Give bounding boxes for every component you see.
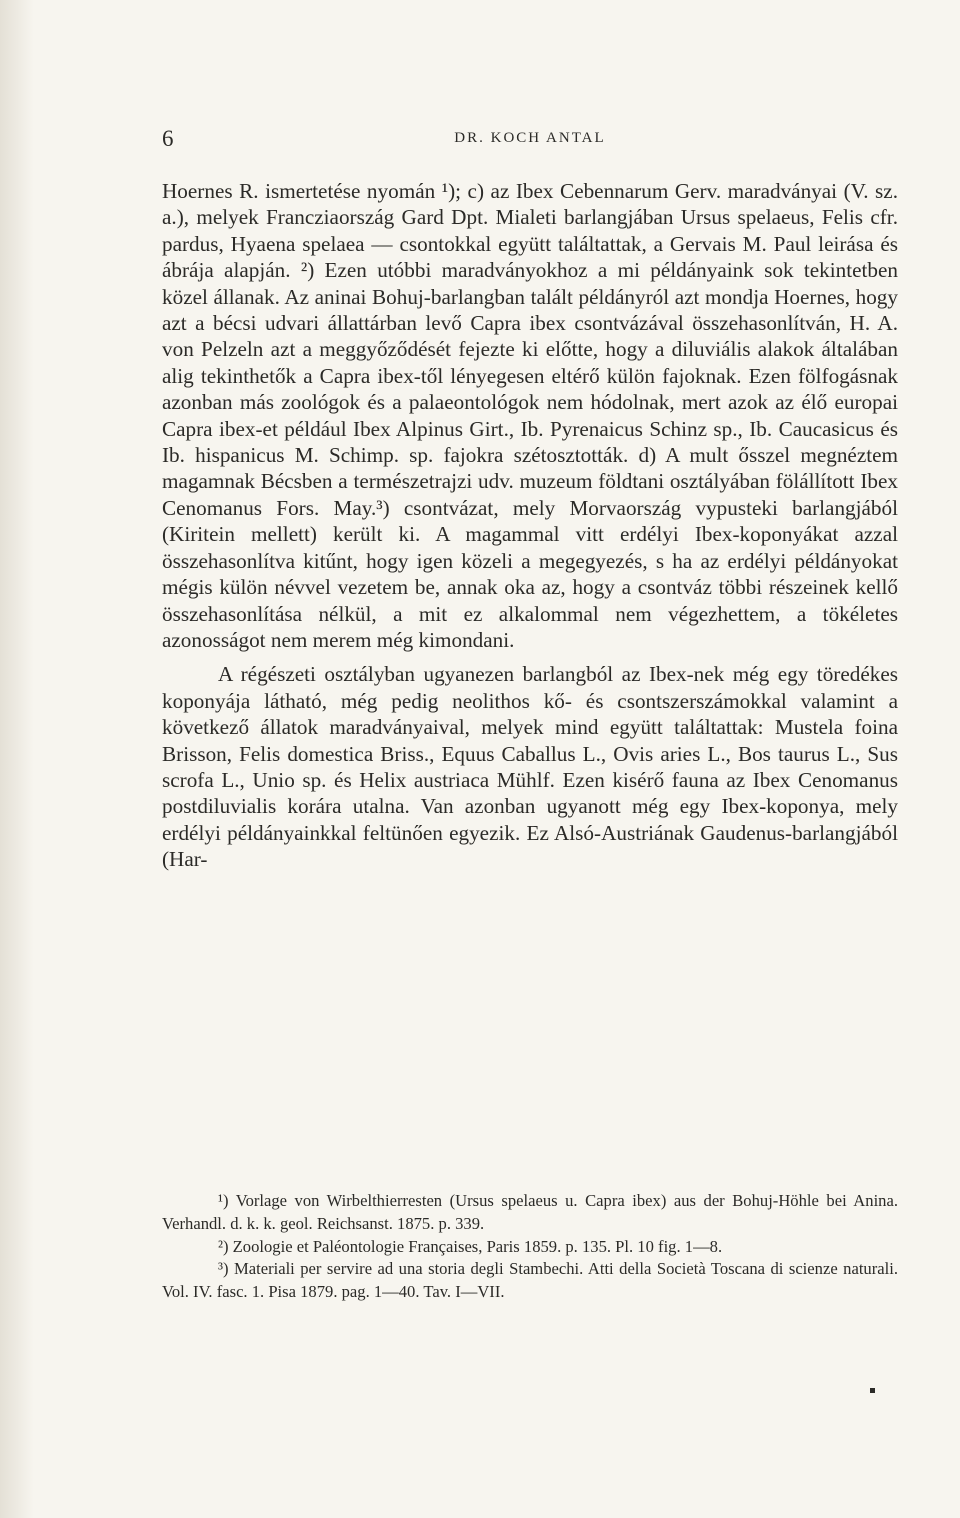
paragraph: Hoernes R. ismertetése nyomán ¹); c) az Ibex Cebennarum Gerv. maradványai (V. sz. a.), melyek Francziaország Gard Dpt. Mialeti barlangjában Ursus spelaeus, Felis cfr. pardus, Hyaena spelaea — csontokkal együtt találtattak, a Gervais M. Paul leirása és ábrája alapján. ²) Ezen utóbbi maradványokhoz a mi példányaink sok tekintetben közel állanak. Az aninai Bohuj-barlangban talált példányról azt mondja Hoernes, hogy azt a bécsi udvari állattárban levő Capra ibex csontvázával összehasonlítván, H. A. von Pelzeln azt a meggyőződését fejezte ki előtte, hogy a diluviális alakok általában alig tekinthetők a Capra ibex-től lényegesen eltérő külön fajoknak. Ezen fölfogásnak azonban más zoológok és a palaeontológok nem hódolnak, mert azok az élő europai Capra ibex-et például Ibex Alpinus Girt., Ib. Pyrenaicus Schinz sp., Ib. Caucasicus és Ib. hispanicus M. Schimp. sp. fajokra szétosztották. d) A mult ősszel megnéztem magamnak Bécsben a természetrajzi udv. muzeum földtani osztályában fölállított Ibex Cenomanus Fors. May.³) csontvázat, mely Morvaország vypusteki barlangjából (Kiritein mellett) került ki. A magammal vitt erdélyi Ibex-koponyákat azzal összehasonlítva kitűnt, hogy igen közeli a megegyezés, s ha az erdélyi példányokat mégis külön névvel vezetem be, annak oka az, hogy a csontváz többi részeinek kellő összehasonlítása nélkül, a mit ez alkalommal nem végezhettem, a tökéletes azonosságot nem merem még kimondani. xyxy=(162,179,898,652)
ink-mark xyxy=(870,1388,875,1393)
page-header xyxy=(162,120,898,150)
footnote: ³) Materiali per servire ad una storia degli Stambechi. Atti della Società Toscana di scienze naturali. Vol. IV. fasc. 1. Pisa 1879. pag. 1—40. Tav. I—VII. xyxy=(162,1259,898,1302)
running-head: DR. KOCH ANTAL xyxy=(454,130,606,146)
page-content xyxy=(162,120,898,873)
page-binding-edge xyxy=(0,0,34,1518)
footnote: ¹) Vorlage von Wirbelthierresten (Ursus spelaeus u. Capra ibex) aus der Bohuj-Höhle bei Anina. Verhandl. d. k. k. geol. Reichsanst. 1875. p. 339. xyxy=(162,1191,898,1233)
body-text xyxy=(162,178,898,873)
page-number: 6 xyxy=(162,126,174,151)
paragraph: A régészeti osztályban ugyanezen barlangból az Ibex-nek még egy töredékes koponyája látható, még pedig neolithos kő- és csontszerszámokkal valamint a következő állatok maradványaival, melyek mind együtt találtattak: Mustela foina Brisson, Felis domestica Briss., Equus Caballus L., Ovis aries L., Bos taurus L., Sus scrofa L., Unio sp. és Helix austriaca Mühlf. Ezen kisérő fauna az Ibex Cenomanus postdiluvialis korára utalna. Van azonban ugyanott még egy Ibex-koponya, mely erdélyi példányainkkal feltünően egyezik. Ez Alsó-Austriának Gaudenus-barlangjából (Har- xyxy=(162,662,898,872)
footnotes xyxy=(162,1190,898,1304)
footnote: ²) Zoologie et Paléontologie Françaises, Paris 1859. p. 135. Pl. 10 fig. 1—8. xyxy=(218,1236,723,1256)
